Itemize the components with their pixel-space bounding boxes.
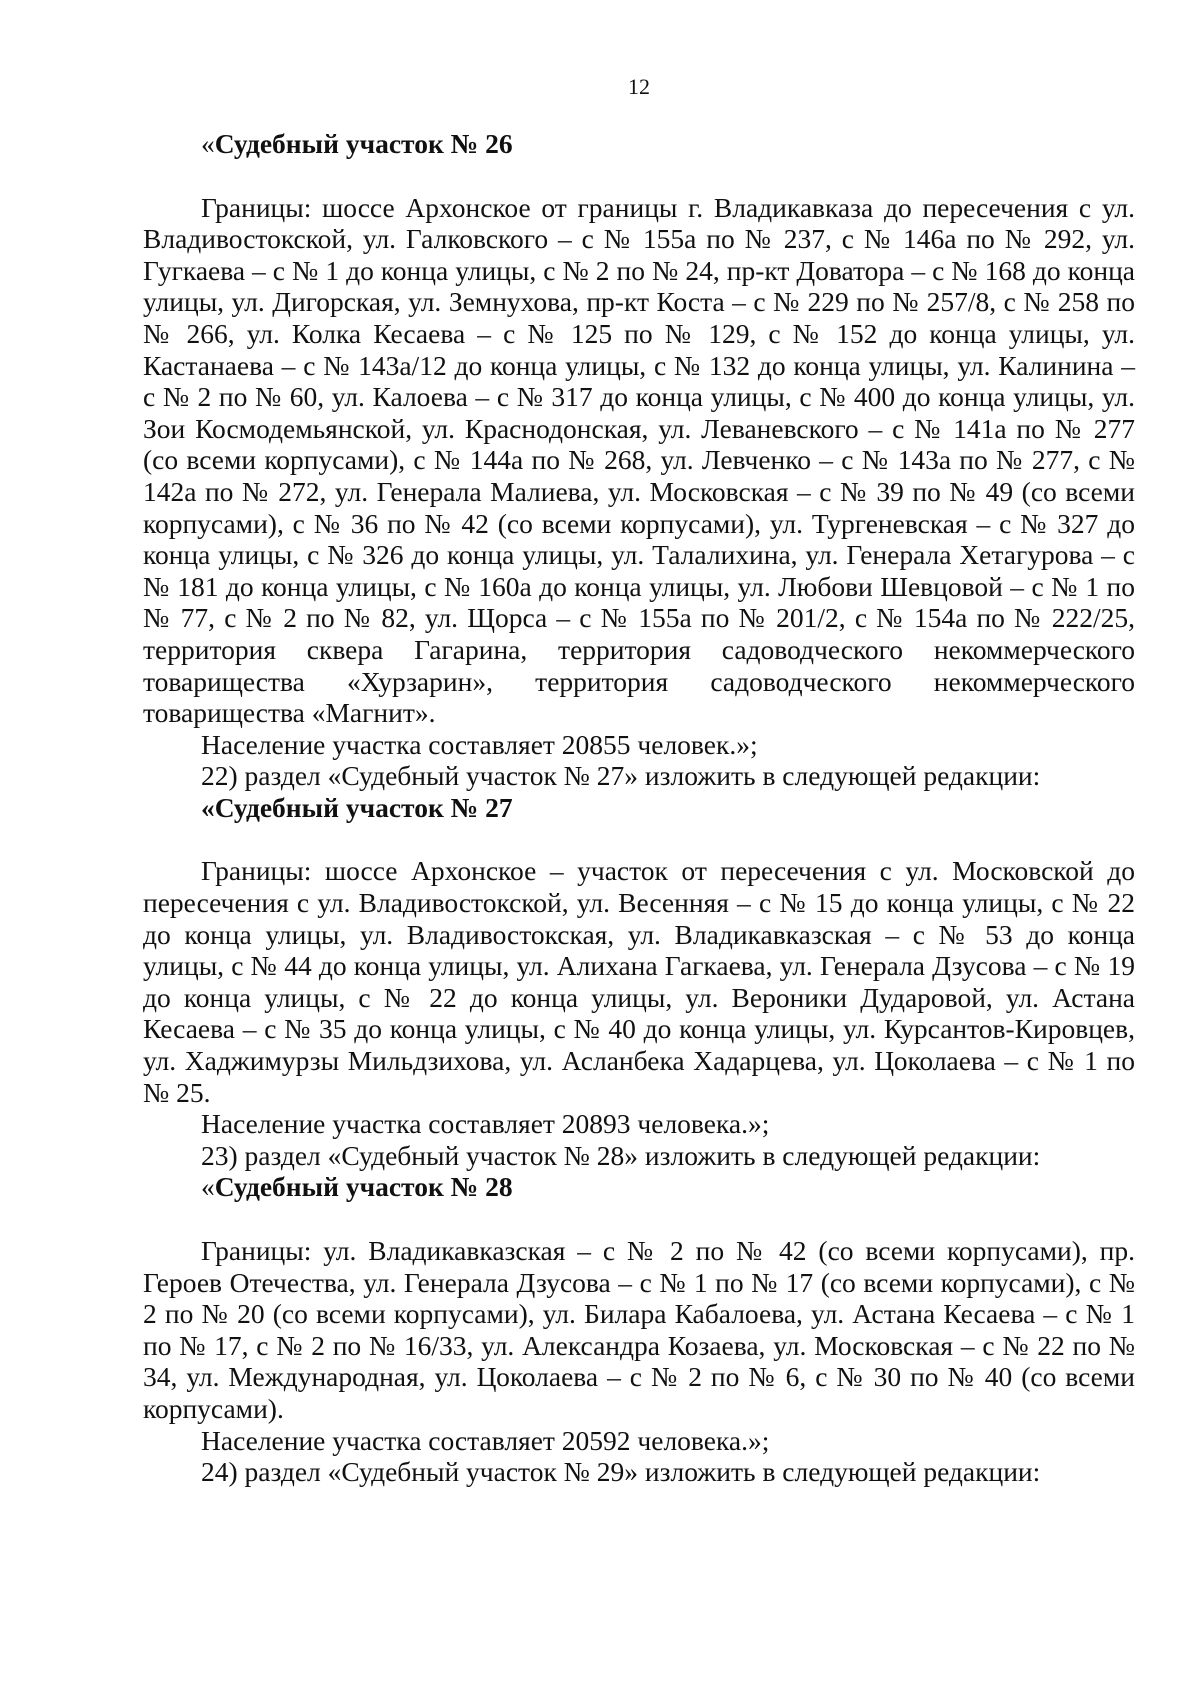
section-boundaries-26: Границы: шоссе Архонское от границы г. Владикавказа до пересечения с ул. Владивостокской, ул. Галковского – с № 155а по № 237, с № 146а по № 292, ул. Гугкаева – с № 1 до конца улицы, с № 2 по № 24, пр-кт Доватора – с № 168 до конца улицы, ул. Дигорская, ул. Земнухова, пр-кт Коста – с № 229 по № 257/8, с № 258 по № 266, ул. Колка Кесаева – с № 125 по № 129, с № 152 до конца улицы, ул. Кастанаева – с № 143а/12 до конца улицы, с № 132 до конца улицы, ул. Калинина – с № 2 по № 60, ул. Калоева – с № 317 до конца улицы, с № 400 до конца улицы, ул. Зои Космодемьянской, ул. Краснодонская, ул. Леваневского – с № 141а по № 277 (со всеми корпусами), с № 144а по № 268, ул. Левченко – с № 143а по № 277, с № 142а по № 272, ул. Генерала Малиева, ул. Московская – с № 39 по № 49 (со всеми корпусами), с № 36 по № 42 (со всеми корпусами), ул. Тургеневская – с № 327 до конца улицы, с № 326 до конца улицы, ул. Талалихина, ул. Генерала Хетагурова – с № 181 до конца улицы, с № 160а до конца улицы, ул. Любови Шевцовой – с № 1 по № 77, с № 2 по № 82, ул. Щорса – с № 155а по № 201/2, с № 154а по № 222/25, территория сквера Гагарина, территория садоводческого некоммерческого товарищества «Хурзарин», территория садоводческого некоммерческого товарищества «Магнит». [143, 191, 1135, 729]
section-population-27: Население участка составляет 20893 человека.»; [201, 1108, 770, 1140]
section-boundaries-27: Границы: шоссе Архонское – участок от пересечения с ул. Московской до пересечения с ул. Владивостокской, ул. Весенняя – с № 15 до конца улицы, с № 22 до конца улицы, ул. Владивостокская, ул. Владикавказская – с № 53 до конца улицы, с № 44 до конца улицы, ул. Алихана Гагкаева, ул. Генерала Дзусова – с № 19 до конца улицы, с № 22 до конца улицы, ул. Вероники Дударовой, ул. Астана Кесаева – с № 35 до конца улицы, с № 40 до конца улицы, ул. Курсантов-Кировцев, ул. Хаджимурзы Мильдзихова, ул. Асланбека Хадарцева, ул. Цоколаева – с № 1 по № 25. [143, 855, 1135, 1108]
section-title: Судебный участок № 28 [214, 1171, 513, 1203]
amendment-instruction-23: 23) раздел «Судебный участок № 28» изложить в следующей редакции: [201, 1139, 1041, 1171]
document-page [143, 0, 1135, 1697]
opening-quote: « [201, 1171, 215, 1203]
section-population-26: Население участка составляет 20855 человек.»; [201, 728, 758, 760]
section-title: Судебный участок № 26 [214, 128, 513, 159]
section-heading-27 [143, 792, 1135, 824]
section-boundaries-28: Границы: ул. Владикавказская – с № 2 по № 42 (со всеми корпусами), пр. Героев Отечества, ул. Генерала Дзусова – с № 1 по № 17 (со всеми корпусами), с № 2 по № 20 (со всеми корпусами), ул. Билара Кабалоева, ул. Астана Кесаева – с № 1 по № 17, с № 2 по № 16/33, ул. Александра Козаева, ул. Московская – с № 22 по № 34, ул. Международная, ул. Цоколаева – с № 2 по № 6, с № 30 по № 40 (со всеми корпусами). [143, 1235, 1135, 1424]
document-body [143, 128, 1135, 1488]
section-population-28: Население участка составляет 20592 человека.»; [201, 1424, 770, 1456]
section-heading-28 [143, 1171, 1135, 1203]
opening-quote: « [201, 791, 215, 823]
page-number: 12 [628, 74, 650, 99]
section-title: Судебный участок № 27 [214, 791, 513, 823]
opening-quote: « [201, 128, 215, 159]
amendment-instruction-22: 22) раздел «Судебный участок № 27» изложить в следующей редакции: [201, 760, 1041, 792]
section-heading-26 [143, 128, 1135, 160]
amendment-instruction-24: 24) раздел «Судебный участок № 29» изложить в следующей редакции: [201, 1456, 1041, 1488]
